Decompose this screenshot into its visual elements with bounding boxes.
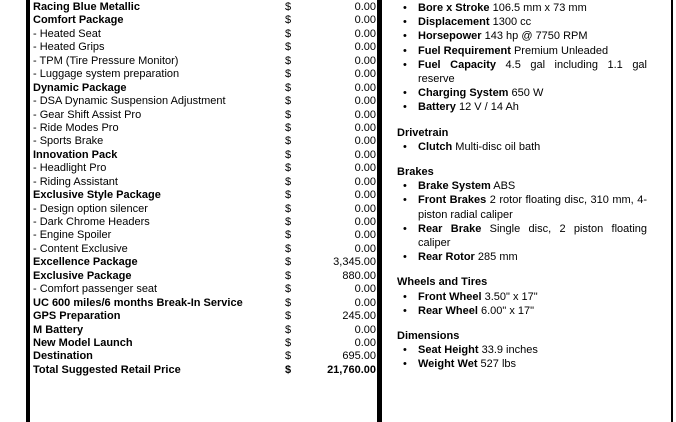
price-cell <box>285 229 376 242</box>
option-price: 0.00 <box>354 54 376 67</box>
price-row <box>33 1 376 14</box>
option-price: 0.00 <box>354 323 376 336</box>
spec-value: 650 W <box>511 87 544 100</box>
price-cell <box>285 149 376 162</box>
price-row <box>33 310 376 323</box>
spec-label: Fuel Requirement <box>418 44 511 57</box>
option-label: Comfort Package <box>33 14 124 27</box>
bullet-icon: • <box>403 304 407 317</box>
option-label: UC 600 miles/6 months Break-In Service <box>33 296 243 309</box>
bullet-icon: • <box>403 58 407 71</box>
option-label: - Ride Modes Pro <box>33 121 119 134</box>
price-cell <box>285 176 376 189</box>
price-row <box>33 41 376 54</box>
option-price: 21,760.00 <box>327 363 376 376</box>
currency-symbol: $ <box>285 175 292 188</box>
option-price: 0.00 <box>354 202 376 215</box>
currency-symbol: $ <box>285 27 292 40</box>
option-label: - Engine Spoiler <box>33 229 112 242</box>
price-cell <box>285 28 376 41</box>
price-cell <box>285 270 376 283</box>
price-row <box>33 28 376 41</box>
option-label: - Headlight Pro <box>33 162 107 175</box>
option-label: - Dark Chrome Headers <box>33 216 150 228</box>
price-cell <box>285 243 376 256</box>
option-price: 0.00 <box>354 242 376 255</box>
total-price-row <box>33 364 376 377</box>
currency-symbol: $ <box>285 81 292 94</box>
price-row <box>33 189 376 202</box>
spec-value: 33.9 inches <box>481 344 538 357</box>
price-row <box>33 324 376 337</box>
currency-symbol: $ <box>285 108 292 121</box>
option-price: 0.00 <box>354 296 376 309</box>
currency-symbol: $ <box>285 242 292 255</box>
currency-symbol: $ <box>285 229 292 242</box>
price-row <box>33 283 376 296</box>
price-cell <box>285 41 376 54</box>
spec-item <box>397 304 647 318</box>
price-cell <box>285 122 376 135</box>
price-row <box>33 337 376 350</box>
spec-value: 6.00" x 17" <box>480 304 535 317</box>
spec-section <box>397 126 647 154</box>
price-row <box>33 243 376 256</box>
option-label: - Design option silencer <box>33 202 148 215</box>
option-label: Destination <box>33 350 93 363</box>
currency-symbol: $ <box>285 148 292 161</box>
spec-item <box>397 343 647 357</box>
price-cell <box>285 162 376 175</box>
spec-item <box>397 179 647 193</box>
price-row <box>33 109 376 122</box>
left-border-rule <box>26 0 30 422</box>
option-price: 0.00 <box>354 27 376 40</box>
currency-symbol: $ <box>285 135 292 148</box>
spec-label: Seat Height <box>418 344 479 357</box>
option-price: 0.00 <box>354 229 376 242</box>
spec-value: 12 V / 14 Ah <box>458 101 519 114</box>
bullet-icon: • <box>403 2 407 14</box>
spec-section <box>397 165 647 264</box>
option-label: Excellence Package <box>33 256 138 269</box>
price-row <box>33 162 376 175</box>
price-row <box>33 216 376 229</box>
spec-label: Bore x Stroke <box>418 2 490 14</box>
spec-item <box>397 100 647 114</box>
price-row <box>33 149 376 162</box>
price-row <box>33 297 376 310</box>
spec-item <box>397 29 647 43</box>
currency-symbol: $ <box>285 54 292 67</box>
currency-symbol: $ <box>285 363 292 376</box>
price-cell <box>285 324 376 337</box>
option-price: 0.00 <box>354 175 376 188</box>
spec-value: 285 mm <box>477 251 518 264</box>
bullet-icon: • <box>403 358 407 371</box>
currency-symbol: $ <box>285 269 292 282</box>
price-cell <box>285 14 376 27</box>
currency-symbol: $ <box>285 323 292 336</box>
bullet-icon: • <box>403 251 407 264</box>
spec-item <box>397 44 647 58</box>
option-label: - DSA Dynamic Suspension Adjustment <box>33 95 226 108</box>
price-cell <box>285 135 376 148</box>
spec-value: 106.5 mm x 73 mm <box>492 2 587 14</box>
currency-symbol: $ <box>285 121 292 134</box>
option-label: Racing Blue Metallic <box>33 1 140 13</box>
spec-item <box>397 140 647 154</box>
option-label: - Sports Brake <box>33 135 104 148</box>
spec-label: Weight Wet <box>418 358 478 371</box>
price-cell <box>285 1 376 14</box>
spec-label: Rear Brake <box>418 222 482 235</box>
option-label: GPS Preparation <box>33 310 121 323</box>
spec-section-header: Wheels and Tires <box>397 276 488 289</box>
spec-item <box>397 222 647 250</box>
price-row <box>33 350 376 363</box>
spec-value: 1300 cc <box>492 16 532 29</box>
price-row <box>33 256 376 269</box>
currency-symbol: $ <box>285 336 292 349</box>
spec-section-header: Brakes <box>397 166 434 179</box>
spec-label: Rear Wheel <box>418 304 478 317</box>
option-price: 0.00 <box>354 189 376 202</box>
option-label: - Heated Seat <box>33 27 101 40</box>
spec-value: Single disc, 2 piston floating caliper <box>418 222 647 250</box>
price-cell <box>285 297 376 310</box>
spec-label: Rear Rotor <box>418 251 475 264</box>
bullet-icon: • <box>403 101 407 114</box>
spec-value: ABS <box>493 180 516 193</box>
bullet-icon: • <box>403 140 407 153</box>
currency-symbol: $ <box>285 162 292 175</box>
specifications-panel <box>397 1 647 372</box>
spec-value: 143 hp @ 7750 RPM <box>484 30 588 43</box>
option-price: 695.00 <box>342 350 376 363</box>
spec-item <box>397 357 647 371</box>
option-label: M Battery <box>33 323 84 336</box>
spec-item <box>397 15 647 29</box>
option-price: 0.00 <box>354 121 376 134</box>
price-row <box>33 82 376 95</box>
price-cell <box>285 95 376 108</box>
spec-item <box>397 250 647 264</box>
price-row <box>33 95 376 108</box>
option-label: - Content Exclusive <box>33 242 128 255</box>
option-label: Exclusive Package <box>33 269 132 282</box>
spec-value: Premium Unleaded <box>513 44 609 57</box>
bullet-icon: • <box>403 44 407 57</box>
option-label: New Model Launch <box>33 336 133 349</box>
currency-symbol: $ <box>285 283 292 296</box>
price-cell <box>285 68 376 81</box>
price-row <box>33 203 376 216</box>
option-label: - Riding Assistant <box>33 175 118 188</box>
spec-item <box>397 193 647 221</box>
currency-symbol: $ <box>285 14 292 27</box>
option-label: - Luggage system preparation <box>33 68 180 81</box>
bullet-icon: • <box>403 194 407 207</box>
option-price: 0.00 <box>354 135 376 148</box>
bullet-icon: • <box>403 87 407 100</box>
option-price: 0.00 <box>354 81 376 94</box>
option-price: 0.00 <box>354 108 376 121</box>
currency-symbol: $ <box>285 202 292 215</box>
price-cell <box>285 189 376 202</box>
price-cell <box>285 55 376 68</box>
spec-label: Horsepower <box>418 30 482 43</box>
option-price: 0.00 <box>354 41 376 54</box>
option-price: 0.00 <box>354 95 376 108</box>
option-label: Dynamic Package <box>33 81 127 94</box>
price-row <box>33 14 376 27</box>
price-cell <box>285 82 376 95</box>
option-label: - Heated Grips <box>33 41 105 54</box>
bullet-icon: • <box>403 344 407 357</box>
currency-symbol: $ <box>285 310 292 323</box>
spec-label: Fuel Capacity <box>418 58 496 71</box>
price-row <box>33 176 376 189</box>
currency-symbol: $ <box>285 95 292 108</box>
spec-label: Clutch <box>418 140 453 153</box>
bullet-icon: • <box>403 222 407 235</box>
option-label: - TPM (Tire Pressure Monitor) <box>33 54 179 67</box>
currency-symbol: $ <box>285 256 292 269</box>
spec-section <box>397 275 647 318</box>
bullet-icon: • <box>403 290 407 303</box>
price-cell <box>285 337 376 350</box>
price-row <box>33 122 376 135</box>
option-price: 0.00 <box>354 148 376 161</box>
spec-section <box>397 329 647 372</box>
spec-label: Brake System <box>418 180 491 193</box>
spec-value: Multi-disc oil bath <box>455 140 541 153</box>
spec-section-header: Dimensions <box>397 330 460 343</box>
currency-symbol: $ <box>285 350 292 363</box>
spec-section-header: Drivetrain <box>397 126 449 139</box>
spec-value: 3.50" x 17" <box>484 290 538 303</box>
spec-label: Charging System <box>418 87 509 100</box>
price-cell <box>285 283 376 296</box>
currency-symbol: $ <box>285 216 292 228</box>
spec-label: Displacement <box>418 16 490 29</box>
spec-label: Front Wheel <box>418 290 482 303</box>
center-divider-rule <box>377 0 382 422</box>
bullet-icon: • <box>403 180 407 193</box>
currency-symbol: $ <box>285 296 292 309</box>
option-price: 0.00 <box>354 283 376 296</box>
option-label: Innovation Pack <box>33 148 118 161</box>
bullet-icon: • <box>403 30 407 43</box>
option-price: 0.00 <box>354 336 376 349</box>
spec-section <box>397 1 647 115</box>
option-label: Exclusive Style Package <box>33 189 161 202</box>
spec-label: Battery <box>418 101 456 114</box>
spec-value: 2 rotor floating disc, 310 mm, 4-piston radial caliper <box>418 194 647 221</box>
option-price: 0.00 <box>354 1 376 13</box>
price-cell <box>285 203 376 216</box>
right-border-rule <box>671 0 673 422</box>
price-row <box>33 229 376 242</box>
spec-item <box>397 86 647 100</box>
option-label: - Comfort passenger seat <box>33 283 158 296</box>
spec-item <box>397 290 647 304</box>
price-cell <box>285 350 376 363</box>
option-label: - Gear Shift Assist Pro <box>33 108 142 121</box>
option-price: 0.00 <box>354 68 376 81</box>
option-label: Total Suggested Retail Price <box>33 363 181 376</box>
option-price: 3,345.00 <box>333 256 376 269</box>
option-price: 245.00 <box>342 310 376 323</box>
currency-symbol: $ <box>285 189 292 202</box>
currency-symbol: $ <box>285 1 292 13</box>
price-row <box>33 270 376 283</box>
options-pricing-list <box>33 1 376 377</box>
bullet-icon: • <box>403 16 407 29</box>
option-price: 0.00 <box>354 162 376 175</box>
spec-item <box>397 58 647 86</box>
spec-value: 527 lbs <box>480 358 517 371</box>
price-cell <box>285 310 376 323</box>
spec-value: 4.5 gal including 1.1 gal reserve <box>418 58 647 86</box>
option-price: 0.00 <box>354 14 376 27</box>
price-row <box>33 68 376 81</box>
price-row <box>33 135 376 148</box>
price-cell <box>285 216 376 229</box>
option-price: 0.00 <box>354 216 376 228</box>
spec-item <box>397 1 647 15</box>
option-price: 880.00 <box>342 269 376 282</box>
price-cell <box>285 364 376 377</box>
currency-symbol: $ <box>285 68 292 81</box>
currency-symbol: $ <box>285 41 292 54</box>
price-cell <box>285 256 376 269</box>
price-row <box>33 55 376 68</box>
spec-label: Front Brakes <box>418 194 487 207</box>
price-cell <box>285 109 376 122</box>
